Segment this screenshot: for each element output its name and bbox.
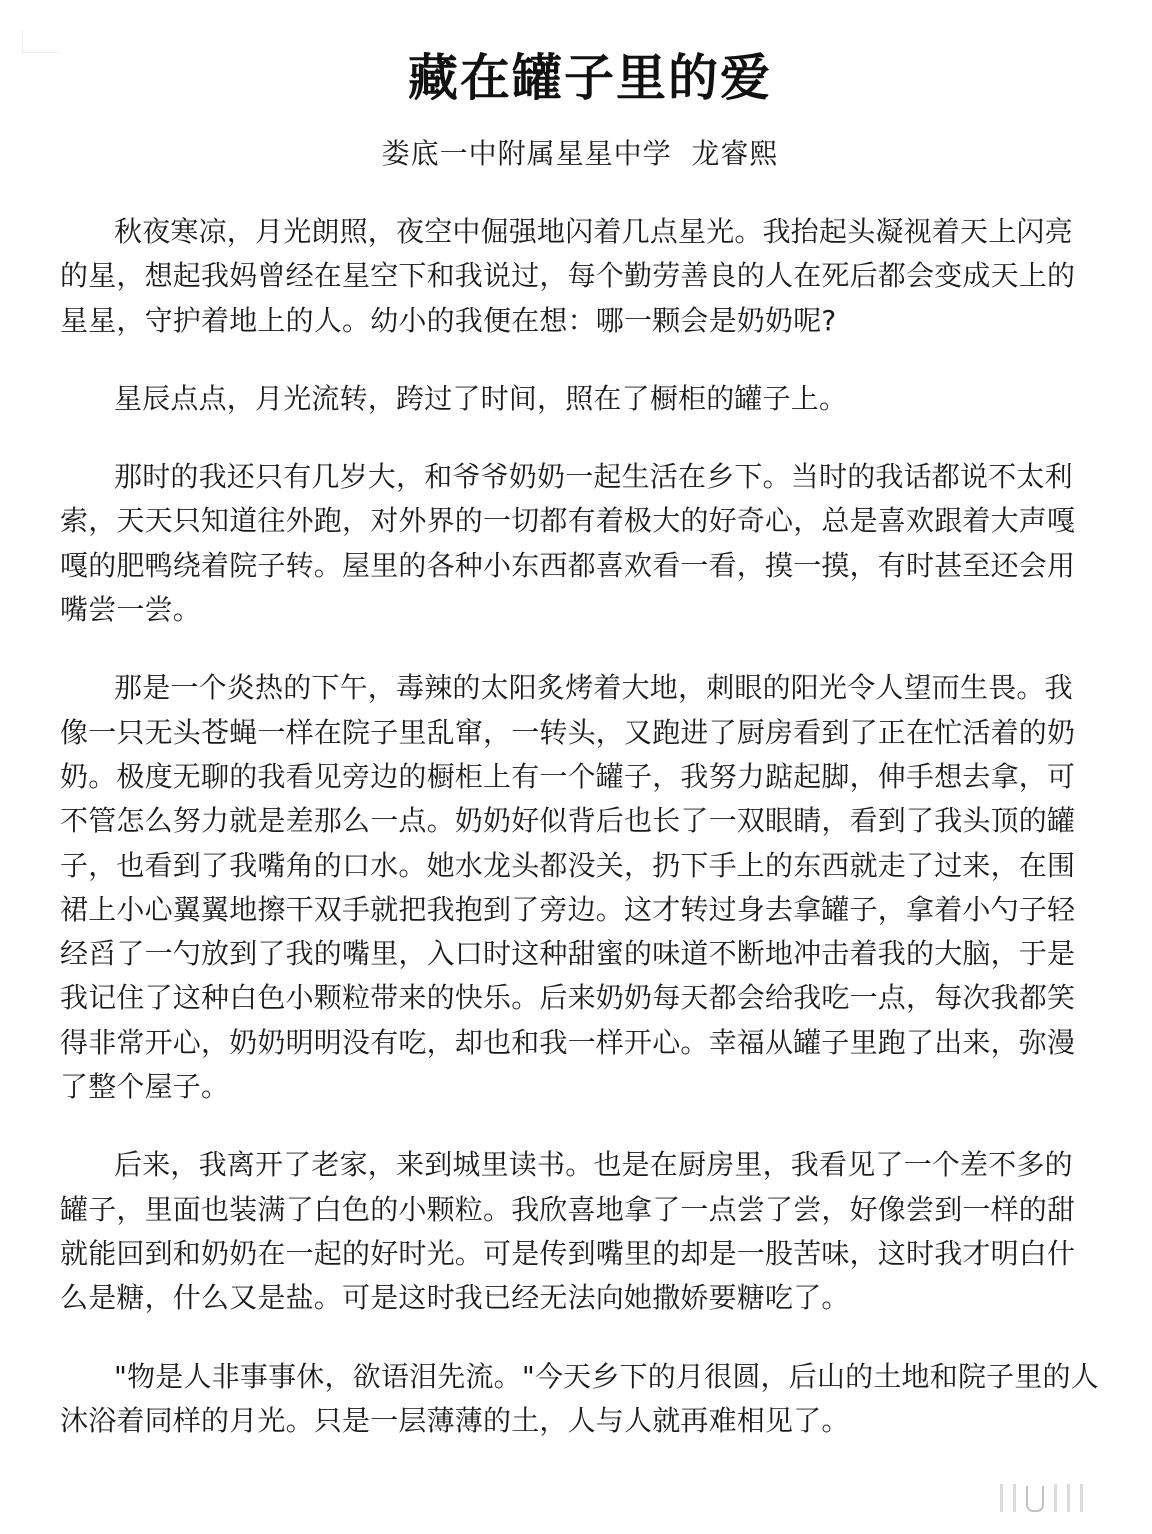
text-line: 经舀了一勺放到了我的嘴里，入口时这种甜蜜的味道不断地冲击着我的大脑，于是: [60, 937, 1076, 971]
text-line: 奶。极度无聊的我看见旁边的橱柜上有一个罐子，我努力踮起脚，伸手想去拿，可: [60, 759, 1076, 793]
text-line: 不管怎么努力就是差那么一点。奶奶好似背后也长了一双眼睛，看到了我头顶的罐: [60, 804, 1076, 838]
text-line: 嘎的肥鸭绕着院子转。屋里的各种小东西都喜欢看一看，摸一摸，有时甚至还会用: [60, 548, 1076, 582]
text-line: 子，也看到了我嘴角的口水。她水龙头都没关，扔下手上的东西就走了过来，在围: [60, 848, 1076, 882]
watermark-logo: [1000, 1478, 1130, 1512]
paragraph: [60, 1355, 1120, 1444]
paragraph: [60, 210, 1120, 343]
text-line: 星星，守护着地上的人。幼小的我便在想：哪一颗会是奶奶呢?: [60, 303, 837, 337]
text-line: "物是人非事事休，欲语泪先流。"今天乡下的月很圆，后山的土地和院子里的人: [114, 1359, 1099, 1393]
text-line: 么是糖，什么又是盐。可是这时我已经无法向她撒娇要糖吃了。: [60, 1281, 850, 1315]
paragraph: [60, 377, 1120, 421]
text-line: 那是一个炎热的下午，毒辣的太阳炙烤着大地，刺眼的阳光令人望而生畏。我: [114, 671, 1073, 705]
text-line: 像一只无头苍蝇一样在院子里乱窜，一转头，又跑进了厨房看到了正在忙活着的奶: [60, 715, 1076, 749]
text-line: 我记住了这种白色小颗粒带来的快乐。后来奶奶每天都会给我吃一点，每次我都笑: [60, 981, 1076, 1015]
author-line: 娄底一中附属星星中学 龙睿熙: [381, 137, 779, 170]
paragraph: [60, 455, 1120, 632]
text-line: 罐子，里面也装满了白色的小颗粒。我欣喜地拿了一点尝了尝，好像尝到一样的甜: [60, 1192, 1076, 1226]
text-line: 那时的我还只有几岁大，和爷爷奶奶一起生活在乡下。当时的我话都说不太利: [114, 460, 1073, 494]
text-line: 秋夜寒凉，月光朗照，夜空中倔强地闪着几点星光。我抬起头凝视着天上闪亮: [114, 215, 1073, 248]
text-line: 星辰点点，月光流转，跨过了时间，照在了橱柜的罐子上。: [114, 381, 848, 415]
essay-title: 藏在罐子里的爱: [408, 49, 772, 107]
text-line: 了整个屋子。: [60, 1070, 230, 1104]
essay-body: [60, 210, 1120, 1477]
paragraph: [60, 1143, 1120, 1320]
paragraph: [60, 666, 1120, 1109]
text-line: 得非常开心，奶奶明明没有吃，却也和我一样开心。幸福从罐子里跑了出来，弥漫: [60, 1025, 1076, 1059]
text-line: 嘴尝一尝。: [60, 593, 202, 627]
text-line: 后来，我离开了老家，来到城里读书。也是在厨房里，我看见了一个差不多的: [114, 1148, 1073, 1182]
text-line: 的星，想起我妈曾经在星空下和我说过，每个勤劳善良的人在死后都会变成天上的: [60, 259, 1076, 293]
text-line: 索，天天只知道往外跑，对外界的一切都有着极大的好奇心，总是喜欢跟着大声嘎: [60, 504, 1076, 538]
text-line: 沐浴着同样的月光。只是一层薄薄的土，人与人就再难相见了。: [60, 1403, 850, 1437]
text-line: 裙上小心翼翼地擦干双手就把我抱到了旁边。这才转过身去拿罐子，拿着小勺子轻: [60, 892, 1076, 926]
text-line: 就能回到和奶奶在一起的好时光。可是传到嘴里的却是一股苦味，这时我才明白什: [60, 1236, 1076, 1270]
